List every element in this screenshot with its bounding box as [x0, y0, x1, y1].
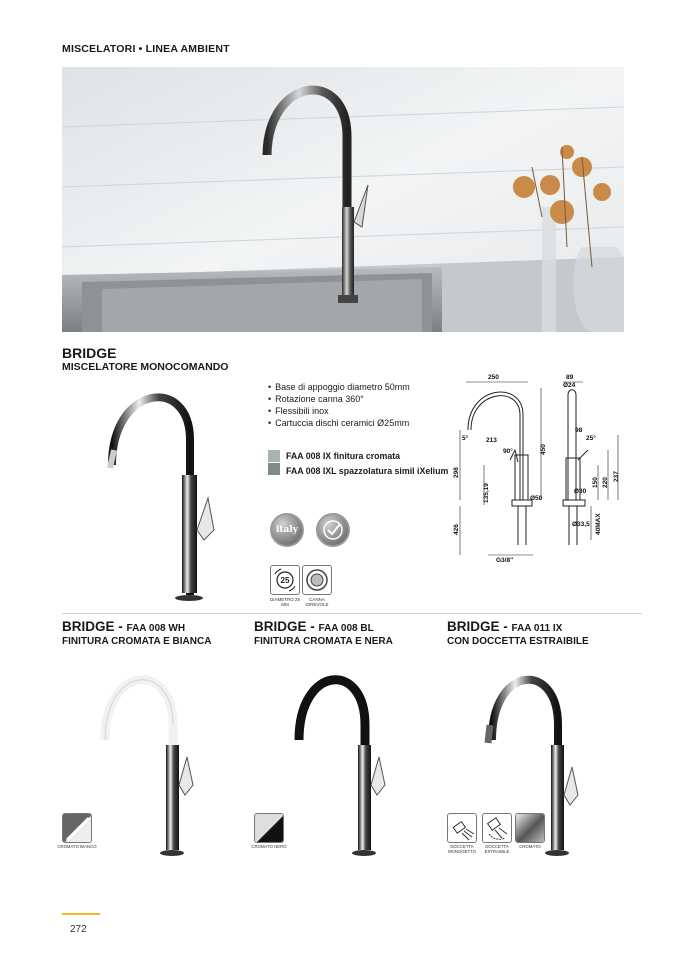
variant-title: BRIDGE - FAA 008 WH [62, 619, 186, 634]
finish-chrome-white-icon [62, 813, 92, 843]
dim-label: 450 [540, 444, 547, 455]
variant-code: FAA 008 WH [126, 623, 186, 634]
made-in-italy-badge [270, 513, 304, 547]
finish-label: FAA 008 IX finitura cromata [286, 451, 401, 461]
pullout-spray-icon [482, 813, 512, 843]
dim-label: G3/8" [496, 557, 514, 564]
feature-item: • Rotazione canna 360° [268, 393, 410, 405]
dim-label: 135,19 [483, 483, 490, 503]
page-accent-line [62, 913, 100, 915]
quality-check-badge [316, 513, 350, 547]
feature-caption: CANNA GIREVOLE [305, 597, 329, 607]
finish-caption: CROMATO NERO [251, 844, 287, 849]
section-divider [62, 613, 642, 614]
dim-label: 98 [575, 427, 583, 434]
dim-label: Ø24 [563, 382, 576, 389]
dim-label: 426 [453, 524, 460, 535]
dim-label: 213 [486, 437, 497, 444]
feature-caption: DIAMETRO 25 MM [269, 597, 300, 607]
finish-swatch [268, 463, 280, 475]
finish-chrome-icon [515, 813, 545, 843]
variant-title: BRIDGE - FAA 011 IX [447, 619, 563, 634]
cartridge-value: 25 [280, 576, 290, 585]
dim-label: 220 [602, 477, 609, 488]
variant-subtitle: FINITURA CROMATA E BIANCA [62, 636, 212, 647]
finish-row-ixl [268, 463, 468, 479]
finish-caption: CROMATO BIANCO [57, 844, 97, 849]
variant-name: BRIDGE [447, 619, 500, 634]
product-subtitle: MISCELATORE MONOCOMANDO [62, 361, 229, 373]
dim-label: 237 [613, 471, 620, 482]
product-name: BRIDGE [62, 345, 117, 361]
italy-text: italy [275, 525, 299, 535]
variant-image-white [95, 665, 205, 860]
hero-photo [62, 67, 624, 332]
single-spray-icon [447, 813, 477, 843]
finish-caption: DOCCETTA MONOGETTO [447, 844, 477, 854]
product-image [100, 380, 230, 605]
feature-item: • Base di appoggio diametro 50mm [268, 381, 410, 393]
finish-label: FAA 008 IXL spazzolatura simil iXelium [286, 466, 449, 476]
feature-item: • Flessibili inox [268, 405, 410, 417]
finish-row-ix [268, 450, 400, 462]
finish-chrome-black-icon [254, 813, 284, 843]
feature-item: • Cartuccia dischi ceramici Ø25mm [268, 417, 410, 429]
dim-label: 89 [566, 374, 574, 381]
variant-title: BRIDGE - FAA 008 BL [254, 619, 374, 634]
finish-caption: CROMATO [519, 844, 541, 849]
cartridge-25-icon [270, 565, 300, 595]
feature-list [268, 381, 410, 429]
variant-name: BRIDGE [62, 619, 115, 634]
dim-label: 250 [488, 374, 499, 381]
dim-label: 25° [586, 435, 596, 442]
dim-label: 298 [453, 467, 460, 478]
variant-image-black [287, 665, 397, 860]
dim-label: 5° [462, 435, 469, 442]
dim-label: 40MAX [595, 513, 602, 535]
dim-label: Ø30 [574, 488, 587, 495]
finish-caption: DOCCETTA ESTRAIBILE [484, 844, 510, 854]
variant-code: FAA 008 BL [318, 623, 374, 634]
variant-code: FAA 011 IX [511, 623, 563, 634]
check-icon [318, 515, 348, 545]
page-number: 272 [70, 924, 87, 935]
finish-swatch [268, 450, 280, 462]
section-title: MISCELATORI • LINEA AMBIENT [62, 43, 230, 55]
variant-subtitle: FINITURA CROMATA E NERA [254, 636, 393, 647]
dim-label: 90° [503, 448, 513, 455]
technical-drawing [448, 370, 644, 565]
swivel-spout-icon [302, 565, 332, 595]
variant-name: BRIDGE [254, 619, 307, 634]
variant-subtitle: CON DOCCETTA ESTRAIBILE [447, 636, 589, 647]
dim-label: Ø33,5 [572, 521, 590, 528]
dim-label: Ø50 [530, 495, 543, 502]
dim-label: 150 [592, 477, 599, 488]
